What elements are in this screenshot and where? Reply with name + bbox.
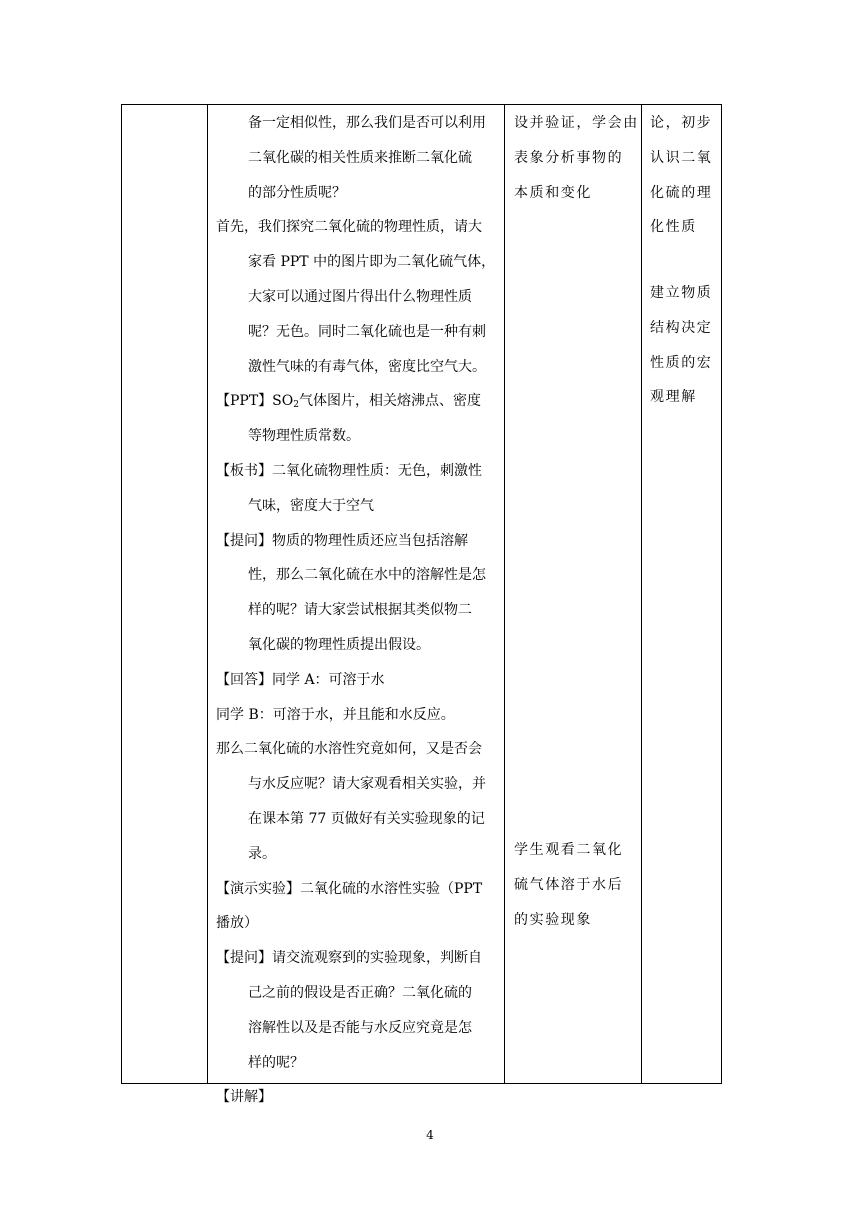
so2-subscript: 2	[293, 400, 299, 411]
text-line: 【板书】二氧化硫物理性质：无色，刺激性	[216, 463, 482, 479]
text-line: 性质的宏	[650, 354, 713, 371]
lesson-table	[121, 104, 722, 1106]
text-line: 呢？无色。同时二氧化硫也是一种有刺	[248, 323, 486, 340]
text-line: 【提问】物质的物理性质还应当包括溶解	[216, 532, 468, 549]
text-line: 学生观看二氧化	[514, 842, 624, 858]
text-line: 本质和变化	[514, 184, 592, 201]
column-divider	[641, 105, 642, 1083]
text-line: 【演示实验】二氧化硫的水溶性实验（PPT	[216, 880, 483, 897]
text-line: 化硫的理	[650, 184, 713, 201]
so2-suffix: 气体图片，相关熔沸点、密度	[298, 393, 481, 410]
ppt-so2-line	[216, 391, 481, 411]
text-line: 论，初步	[650, 115, 713, 131]
text-line: 【提问】请交流观察到的实验现象，判断自	[216, 950, 482, 967]
text-line: 等物理性质常数。	[248, 428, 360, 445]
text-line: 性，那么二氧化硫在水中的溶解性是怎	[248, 567, 486, 584]
text-line: 家看 PPT 中的图片即为二氧化硫气体，	[248, 254, 496, 271]
text-line: 硫气体溶于水后	[514, 876, 624, 893]
text-line: 与水反应呢？请大家观看相关实验，并	[248, 776, 486, 793]
text-line: 氧化碳的物理性质提出假设。	[248, 637, 430, 653]
text-line: 【讲解】	[216, 1089, 272, 1106]
text-line: 认识二氧	[650, 149, 713, 166]
text-line: 建立物质	[650, 285, 713, 301]
text-line: 同学 B：可溶于水，并且能和水反应。	[216, 706, 455, 723]
text-line: 在课本第 77 页做好有关实验现象的记	[248, 811, 485, 827]
text-line: 化性质	[650, 219, 697, 236]
text-line: 激性气味的有毒气体，密度比空气大。	[248, 358, 486, 375]
text-line: 样的呢？	[248, 1054, 304, 1071]
text-line: 观理解	[650, 389, 697, 406]
text-line: 【回答】同学 A：可溶于水	[216, 671, 385, 688]
text-line: 的部分性质呢？	[248, 184, 346, 201]
text-line: 结构决定	[650, 319, 713, 336]
column-divider	[207, 105, 208, 1083]
text-line: 溶解性以及是否能与水反应究竟是怎	[248, 1019, 472, 1036]
text-line: 气味，密度大于空气	[248, 497, 374, 514]
text-line: 大家可以通过图片得出什么物理性质	[248, 289, 472, 305]
text-line: 那么二氧化硫的水溶性究竟如何，又是否会	[216, 741, 482, 758]
text-line: 设并验证，学会由	[514, 115, 639, 131]
text-line: 录。	[248, 845, 276, 862]
text-line: 首先，我们探究二氧化硫的物理性质，请大	[216, 219, 482, 236]
text-line: 表象分析事物的	[514, 149, 624, 166]
so2-prefix: 【PPT】SO	[216, 393, 294, 410]
text-line: 样的呢？请大家尝试根据其类似物二	[248, 602, 472, 619]
text-line: 己之前的假设是否正确？二氧化硫的	[248, 985, 472, 1001]
text-line: 的实验现象	[514, 911, 592, 928]
text-line: 二氧化碳的相关性质来推断二氧化硫	[248, 149, 472, 166]
column-divider	[504, 105, 505, 1083]
text-line: 备一定相似性，那么我们是否可以利用	[248, 115, 486, 131]
page-number: 4	[426, 1128, 434, 1142]
text-line: 播放）	[216, 915, 258, 932]
